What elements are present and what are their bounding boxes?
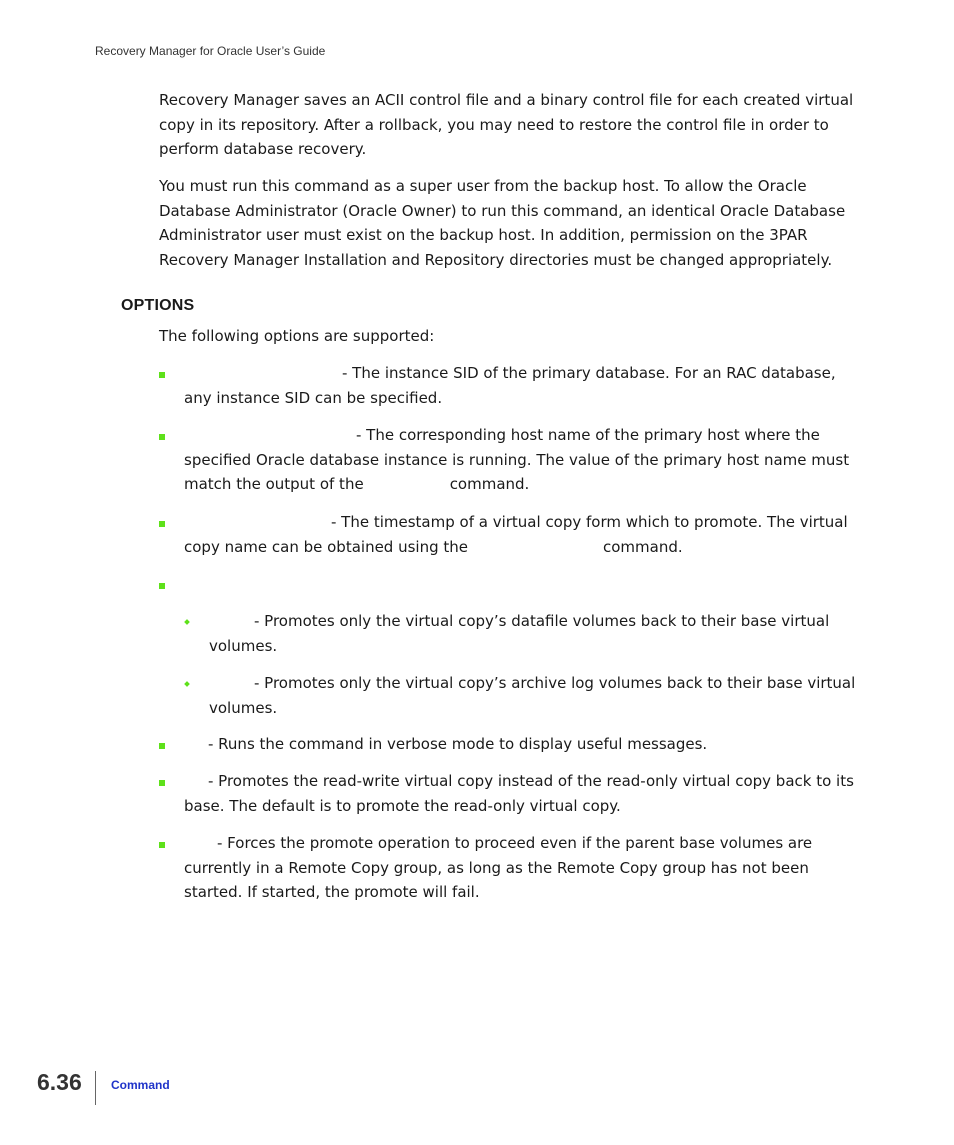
options-heading: OPTIONS — [121, 297, 195, 314]
sub-option-datafile: - Promotes only the virtual copy’s datafile volumes back to their base virtual volumes. — [209, 612, 830, 655]
diamond-bullet-icon — [184, 681, 190, 687]
sub-option-archivelog: - Promotes only the virtual copy’s archive log volumes back to their base virtual volumes. — [209, 674, 856, 717]
option-timestamp — [184, 510, 864, 559]
option-primary-host-text-end: command. — [449, 475, 530, 494]
bullet-icon — [159, 372, 165, 378]
bullet-icon — [159, 780, 165, 786]
option-read-write: - Promotes the read-write virtual copy instead of the read-only virtual copy back to its base. The default is to promote the read-only virtual copy. — [184, 772, 854, 815]
paragraph-super-user: You must run this command as a super user from the backup host. To allow the Oracle Database Administrator (Oracle Owner) to run this command, an identical Oracle Database Administrator user must exist on the backup host. In addition, permission on the 3PAR Recovery Manager Installation and Repository directories must be changed appropriately. — [159, 177, 846, 269]
option-primary-host — [184, 423, 864, 497]
options-intro: The following options are supported: — [159, 327, 435, 345]
diamond-bullet-icon — [184, 619, 190, 625]
option-primary-host-text: - The corresponding host name of the primary host where the specified Oracle database instance is running. The value of the primary host name must match the output of the — [184, 426, 850, 494]
bullet-icon — [159, 434, 165, 440]
option-force: - Forces the promote operation to proceed even if the parent base volumes are currently in a Remote Copy group, as long as the Remote Copy group has not been started. If started, the promote will fail. — [184, 834, 813, 902]
footer-divider — [95, 1071, 96, 1105]
bullet-icon — [159, 743, 165, 749]
option-timestamp-text-end: command. — [603, 537, 683, 556]
option-instance-sid — [184, 361, 864, 410]
bullet-icon — [159, 521, 165, 527]
bullet-icon — [159, 842, 165, 848]
option-timestamp-text: - The timestamp of a virtual copy form which to promote. The virtual copy name can be obtained using the — [184, 513, 848, 556]
option-verbose: - Runs the command in verbose mode to display useful messages. — [208, 735, 708, 753]
option-instance-sid-text: - The instance SID of the primary database. For an RAC database, any instance SID can be specified. — [184, 364, 836, 407]
page-number: 6.36 — [37, 1069, 82, 1095]
running-header: Recovery Manager for Oracle User’s Guide — [95, 44, 326, 58]
paragraph-control-file: Recovery Manager saves an ACII control file and a binary control file for each created virtual copy in its repository. After a rollback, you may need to restore the control file in order to perform database recovery. — [159, 91, 854, 159]
bullet-icon — [159, 583, 165, 589]
chapter-link[interactable]: Command — [111, 1078, 170, 1092]
